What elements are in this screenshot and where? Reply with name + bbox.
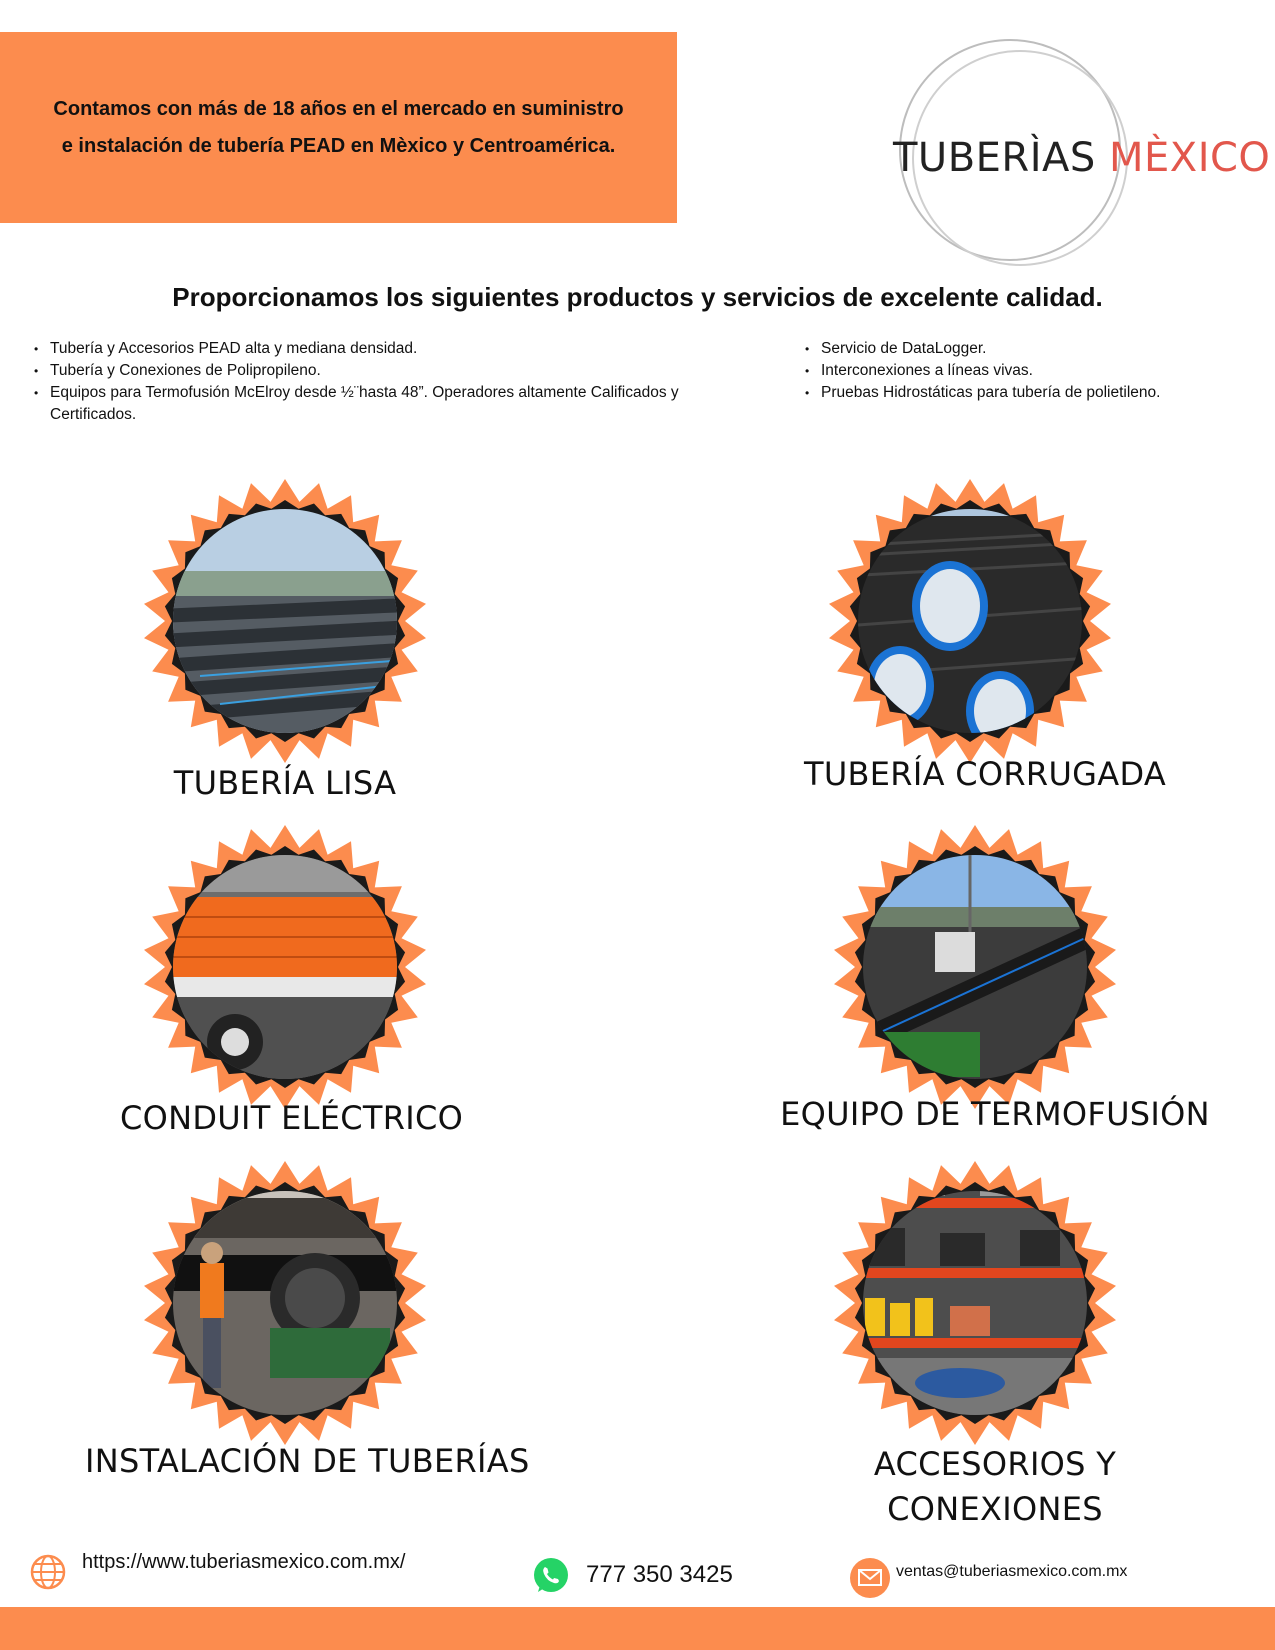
service-item: • Tubería y Conexiones de Polipropileno. [32, 360, 732, 382]
logo-wordmark [893, 135, 1270, 181]
website-contact[interactable] [30, 1550, 406, 1590]
product-image-tuberia-corrugada [825, 476, 1115, 766]
product-label: CONDUIT ELÉCTRICO [120, 1099, 464, 1137]
product-label: TUBERÍA CORRUGADA [803, 755, 1167, 793]
product-image-instalacion-tuberias [140, 1158, 430, 1448]
service-item: • Pruebas Hidrostáticas para tubería de polietileno. [803, 382, 1243, 404]
email-address[interactable]: ventas@tuberiasmexico.com.mx [896, 1563, 1128, 1580]
logo-word-1: TUBERÌAS [893, 135, 1096, 181]
product-label: TUBERÍA LISA [173, 764, 397, 802]
product-image-equipo-termofusion [830, 822, 1120, 1112]
globe-icon [30, 1554, 66, 1590]
banner-line-1: Contamos con más de 18 años en el mercado en suministro [53, 97, 624, 120]
banner-line-2: e instalación de tubería PEAD en Mèxico y Centroamérica. [61, 134, 616, 157]
phone-number[interactable]: 777 350 3425 [586, 1561, 733, 1588]
email-icon [850, 1558, 890, 1598]
company-logo [885, 30, 1271, 280]
product-label: ACCESORIOS Y CONEXIONES [873, 1445, 1117, 1528]
services-list-right [803, 338, 1243, 404]
service-item: • Tubería y Accesorios PEAD alta y mediana densidad. [32, 338, 732, 360]
product-label: EQUIPO DE TERMOFUSIÓN [780, 1095, 1210, 1133]
product-image-tuberia-lisa [140, 476, 430, 766]
services-list-left [32, 338, 732, 426]
logo-word-2: MÈXICO [1109, 135, 1271, 181]
intro-banner [0, 32, 677, 223]
service-item: • Equipos para Termofusión McElroy desde ½¨hasta 48”. Operadores altamente Calificados y Certificados. [32, 382, 732, 426]
product-image-conduit-electrico [140, 822, 430, 1112]
footer-bar [0, 1607, 1275, 1650]
service-item: • Servicio de DataLogger. [803, 338, 1243, 360]
email-contact[interactable] [850, 1558, 1127, 1598]
product-image-accesorios-conexiones [830, 1158, 1120, 1448]
service-item: • Interconexiones a líneas vivas. [803, 360, 1243, 382]
website-link[interactable]: https://www.tuberiasmexico.com.mx/ [82, 1550, 406, 1573]
product-label: INSTALACIÓN DE TUBERÍAS [85, 1442, 530, 1480]
services-headline: Proporcionamos los siguientes productos y servicios de excelente calidad. [172, 282, 1103, 312]
whatsapp-icon [532, 1556, 570, 1594]
phone-contact[interactable] [532, 1556, 733, 1594]
